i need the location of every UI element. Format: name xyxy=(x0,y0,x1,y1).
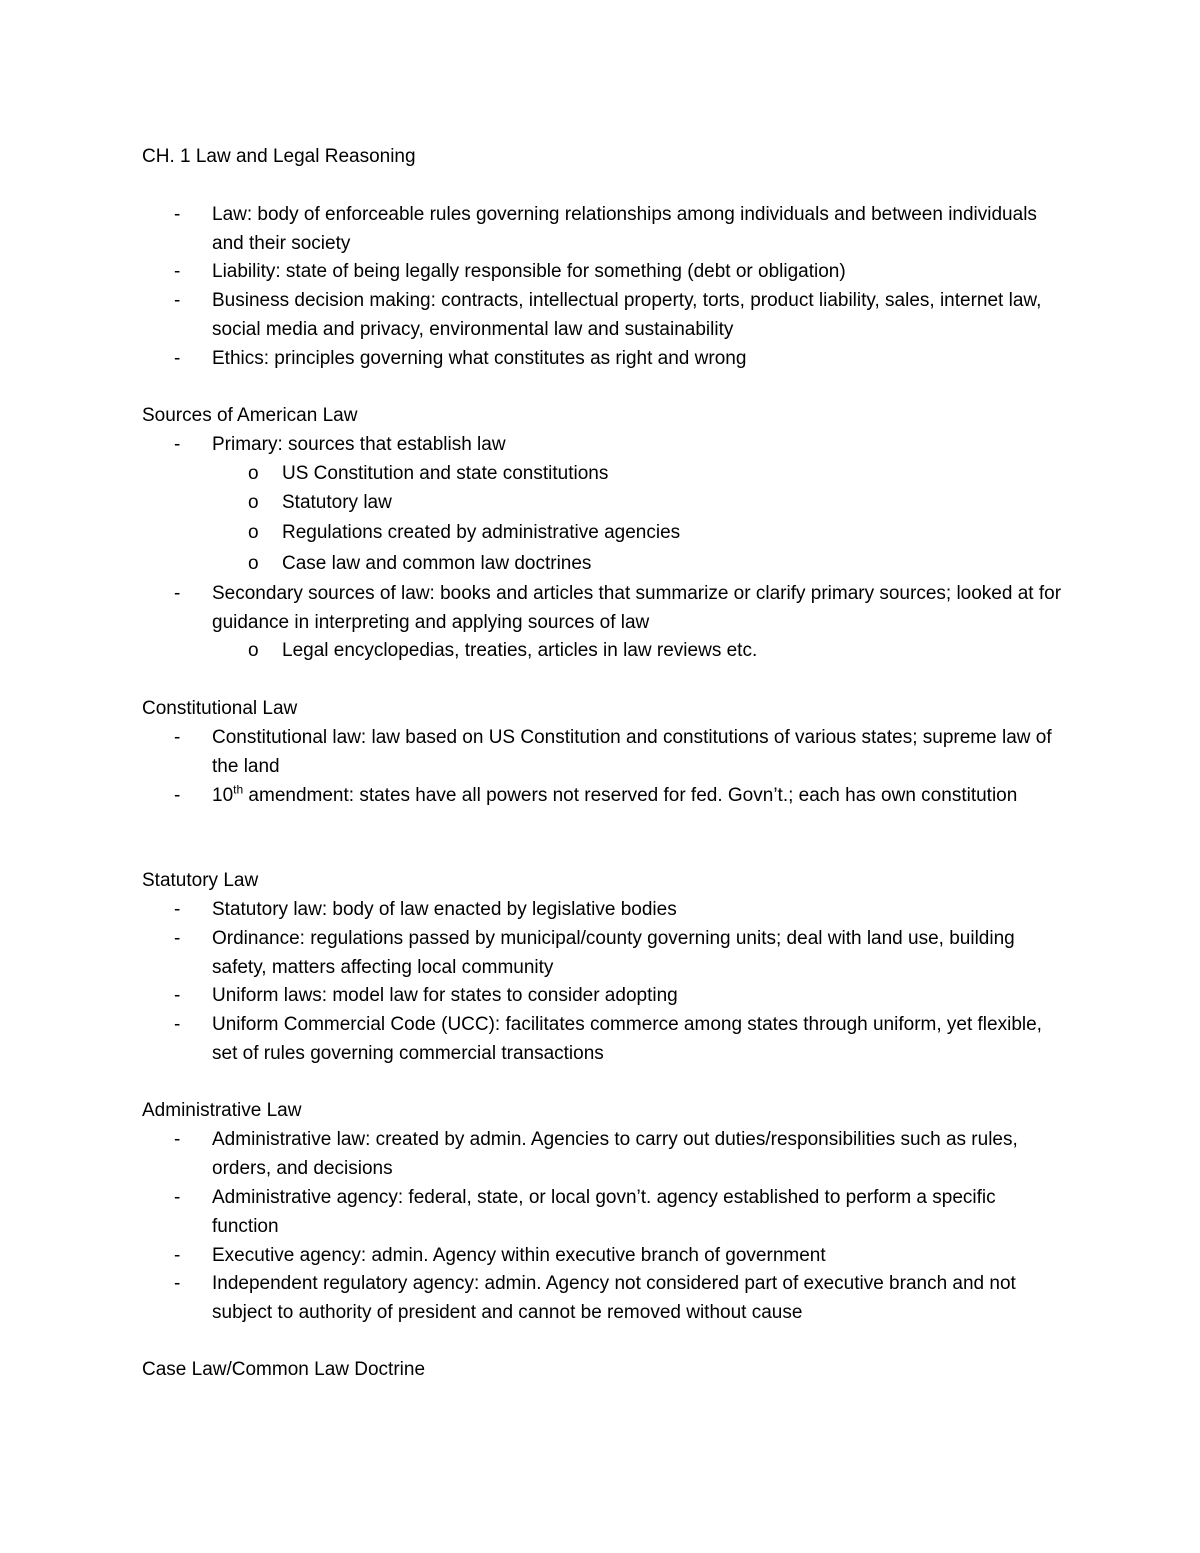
list-item-text xyxy=(212,781,1062,810)
dash-marker: - xyxy=(174,1273,181,1294)
list-item-text: Administrative agency: federal, state, or local govn’t. agency established to perform a specific function xyxy=(212,1187,996,1237)
amendment-number: 10 xyxy=(212,785,234,806)
dash-marker: - xyxy=(174,261,181,282)
dash-marker: - xyxy=(174,1245,181,1266)
list-item-text: Independent regulatory agency: admin. Agency not considered part of executive branch and not subject to authority of president and cannot be removed without cause xyxy=(212,1273,1016,1323)
circle-marker: o xyxy=(248,463,259,484)
dash-marker: - xyxy=(174,928,181,949)
sub-list-item-text: Statutory law xyxy=(282,492,392,513)
circle-marker: o xyxy=(248,522,259,543)
dash-marker: - xyxy=(174,434,181,455)
list-item-text: Administrative law: created by admin. Agencies to carry out duties/responsibilities such as rules, orders, and decisions xyxy=(212,1129,1018,1179)
sub-list-item-text: Legal encyclopedias, treaties, articles in law reviews etc. xyxy=(282,640,758,661)
list-item-text: Executive agency: admin. Agency within executive branch of government xyxy=(212,1245,826,1266)
sub-list-item-text: US Constitution and state constitutions xyxy=(282,463,609,484)
dash-marker: - xyxy=(174,1187,181,1208)
list-item-text: Law: body of enforceable rules governing relationships among individuals and between individuals and their society xyxy=(212,204,1037,254)
list-item-text: Primary: sources that establish law xyxy=(212,434,506,455)
dash-marker: - xyxy=(174,583,181,604)
circle-marker: o xyxy=(248,492,259,513)
dash-marker: - xyxy=(174,204,181,225)
list-item-text: Statutory law: body of law enacted by legislative bodies xyxy=(212,899,677,920)
list-item-text: Constitutional law: law based on US Constitution and constitutions of various states; supreme law of the land xyxy=(212,727,1052,777)
sub-list-item-text: Case law and common law doctrines xyxy=(282,553,592,574)
list-item-text: Ordinance: regulations passed by municipal/county governing units; deal with land use, building safety, matters affecting local community xyxy=(212,928,1015,978)
section-heading-statutory: Statutory Law xyxy=(142,870,259,891)
dash-marker: - xyxy=(174,985,181,1006)
list-item-text: Liability: state of being legally responsible for something (debt or obligation) xyxy=(212,261,846,282)
list-item-text: Uniform laws: model law for states to consider adopting xyxy=(212,985,678,1006)
sub-list-item-text: Regulations created by administrative agencies xyxy=(282,522,681,543)
dash-marker: - xyxy=(174,1014,181,1035)
amendment-suffix: th xyxy=(233,782,244,797)
section-heading-administrative: Administrative Law xyxy=(142,1100,302,1121)
dash-marker: - xyxy=(174,785,181,806)
dash-marker: - xyxy=(174,348,181,369)
dash-marker: - xyxy=(174,1129,181,1150)
list-item-text: Uniform Commercial Code (UCC): facilitates commerce among states through uniform, yet flexible, set of rules governing commercial transactions xyxy=(212,1014,1042,1064)
dash-marker: - xyxy=(174,727,181,748)
circle-marker: o xyxy=(248,640,259,661)
section-heading-law-legal-reasoning: CH. 1 Law and Legal Reasoning xyxy=(142,146,416,167)
section-heading-constitutional: Constitutional Law xyxy=(142,698,298,719)
section-heading-case-law: Case Law/Common Law Doctrine xyxy=(142,1359,426,1380)
section-heading-sources: Sources of American Law xyxy=(142,405,358,426)
dash-marker: - xyxy=(174,899,181,920)
circle-marker: o xyxy=(248,553,259,574)
dash-marker: - xyxy=(174,290,181,311)
list-item-text: Business decision making: contracts, intellectual property, torts, product liability, sales, internet law, social media and privacy, environmental law and sustainability xyxy=(212,290,1042,340)
list-item-text: Secondary sources of law: books and articles that summarize or clarify primary sources; looked at for guidance in interpreting and applying sources of law xyxy=(212,583,1062,633)
list-item-text: Ethics: principles governing what constitutes as right and wrong xyxy=(212,348,747,369)
amendment-text: amendment: states have all powers not reserved for fed. Govn’t.; each has own constitution xyxy=(243,785,1018,806)
